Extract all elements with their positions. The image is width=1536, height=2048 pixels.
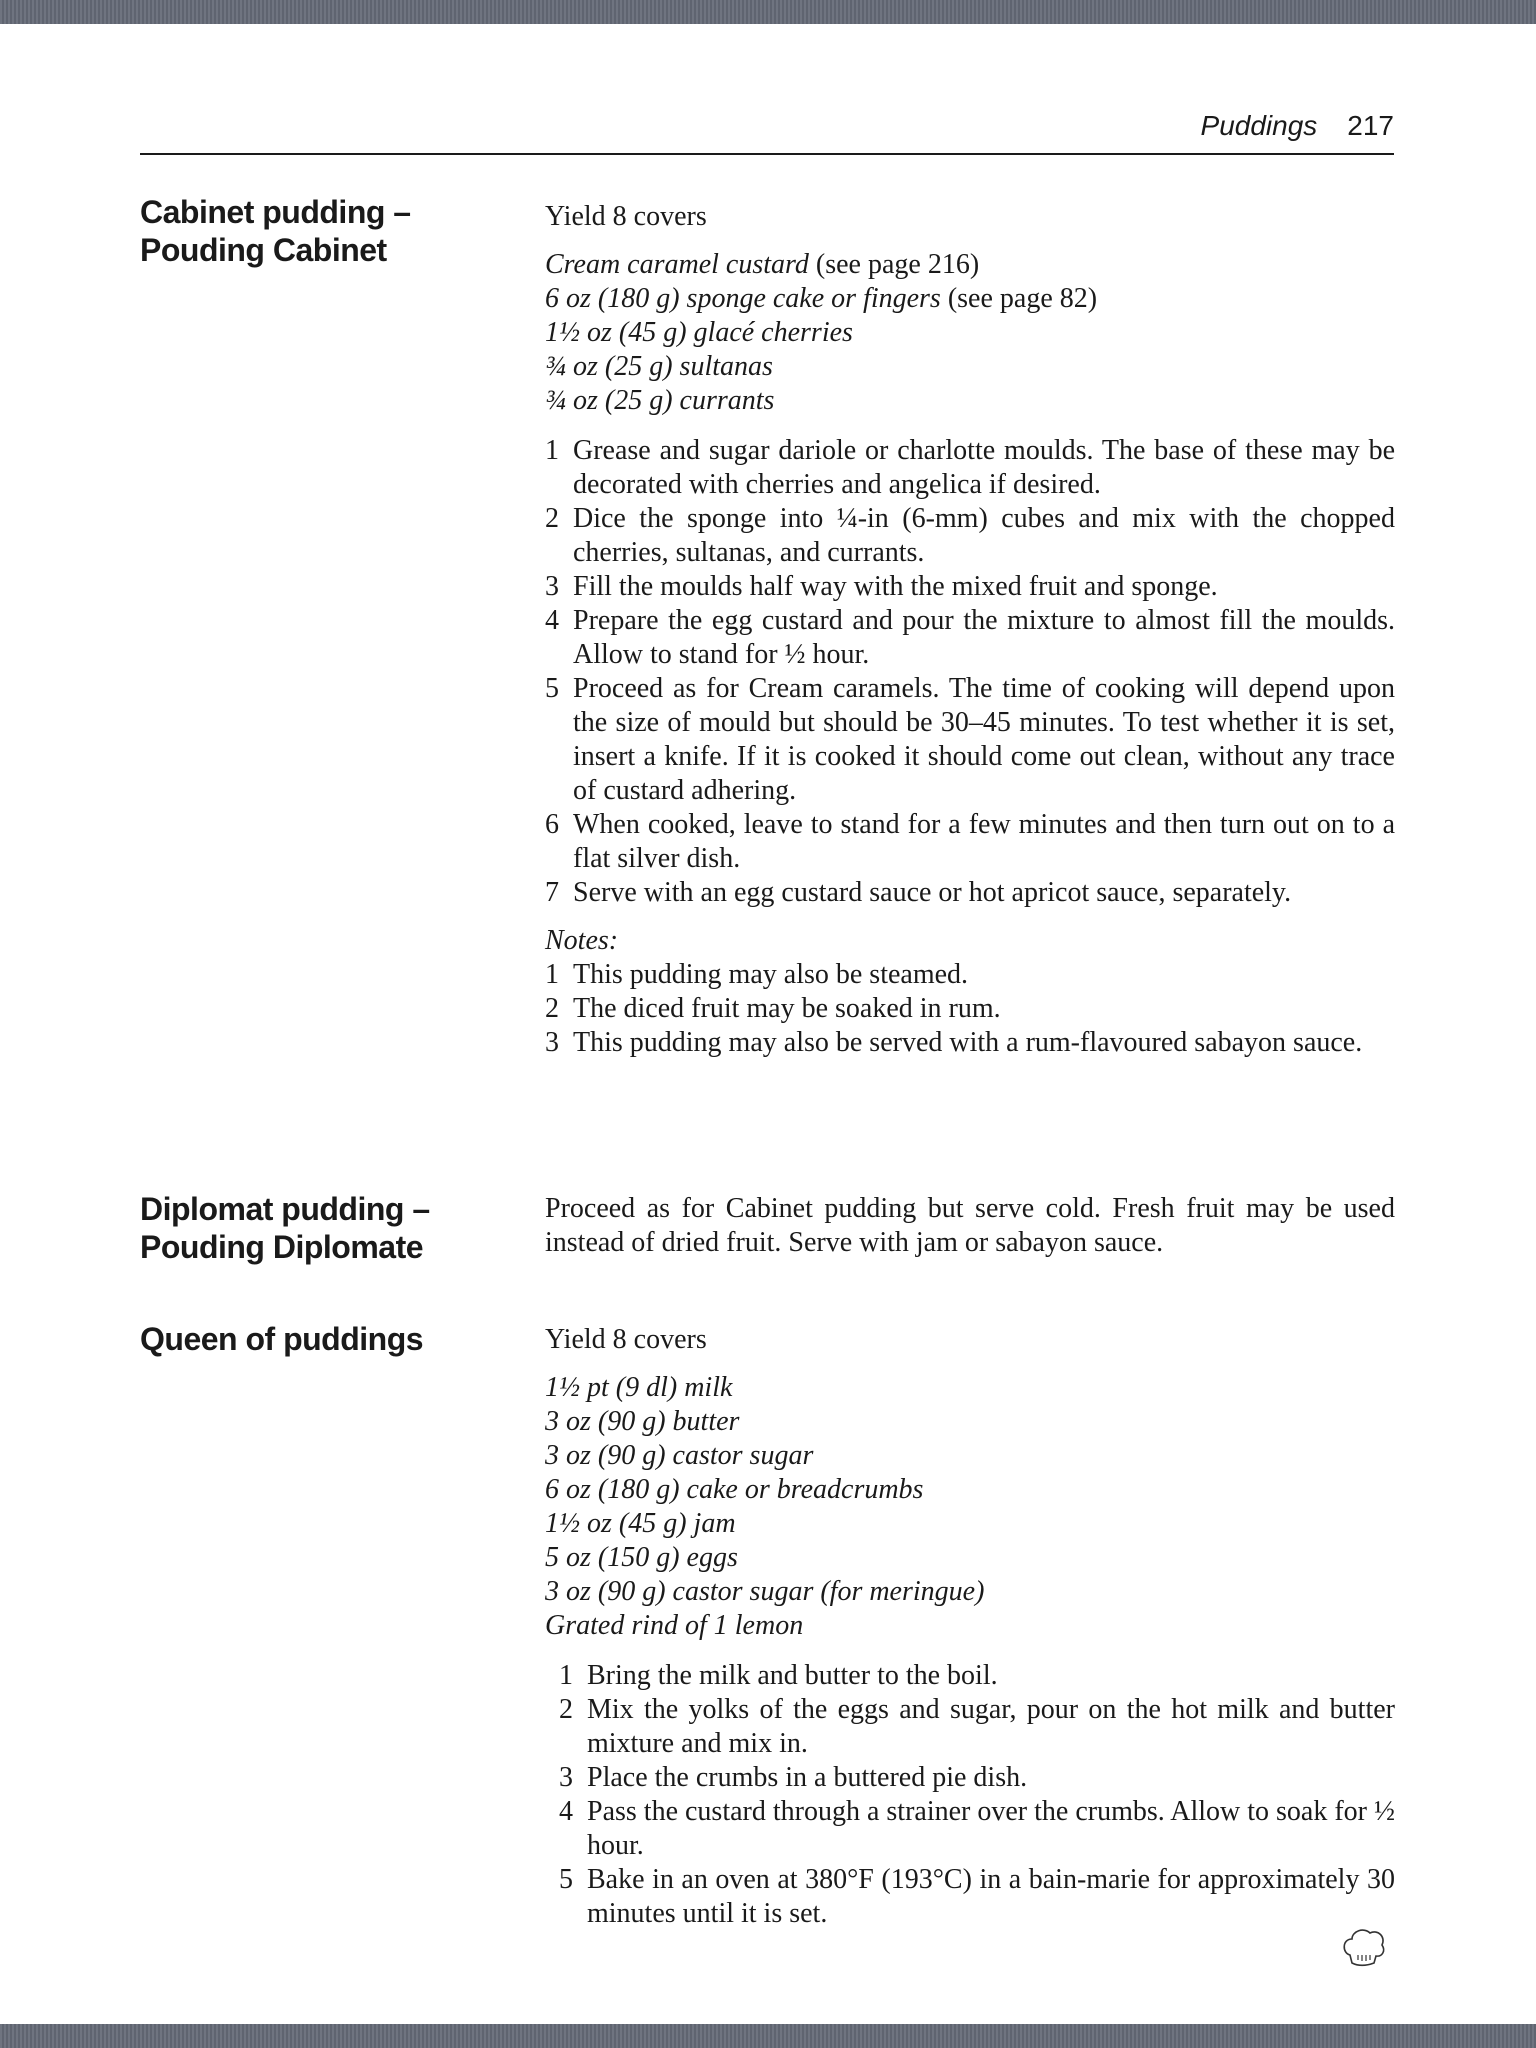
- recipe-title-line: Pouding Diplomate: [140, 1229, 424, 1265]
- notes-list: [545, 958, 1395, 1060]
- method-step: 3 Fill the moulds half way with the mixed fruit and sponge.: [545, 571, 1218, 602]
- method-step: 2 Dice the sponge into ¼-in (6-mm) cubes and mix with the chopped cherries, sultanas, and currants.: [545, 503, 1395, 568]
- ingredient-item: 3 oz (90 g) castor sugar (for meringue): [545, 1576, 985, 1607]
- method-steps: [545, 434, 1395, 910]
- method-step: 1 Bring the milk and butter to the boil.: [559, 1660, 998, 1691]
- ingredient-item: 3 oz (90 g) butter: [545, 1406, 740, 1437]
- method-step: 6 When cooked, leave to stand for a few minutes and then turn out on to a flat silver dish.: [545, 809, 1395, 874]
- viewer-top-bar: [0, 0, 1536, 24]
- ingredient-list: [545, 1371, 1395, 1643]
- ingredient-item: 3 oz (90 g) castor sugar: [545, 1440, 814, 1471]
- method-step: 7 Serve with an egg custard sauce or hot apricot sauce, separately.: [545, 877, 1292, 908]
- ingredient-item: ¾ oz (25 g) sultanas: [545, 351, 773, 382]
- chef-hat-icon: [1340, 1925, 1388, 1969]
- ingredient-item: 6 oz (180 g) cake or breadcrumbs: [545, 1474, 924, 1505]
- method-steps: [545, 1659, 1395, 1931]
- ingredient-item: 1½ pt (9 dl) milk: [545, 1372, 733, 1403]
- yield-text: Yield 8 covers: [545, 1324, 707, 1355]
- recipe-title-line: Pouding Cabinet: [140, 232, 387, 268]
- recipe-title-cabinet: [140, 193, 411, 269]
- note-item: 2 The diced fruit may be soaked in rum.: [545, 993, 1001, 1024]
- note-item: 1 This pudding may also be steamed.: [545, 959, 969, 990]
- yield-text: Yield 8 covers: [545, 201, 707, 232]
- ingredient-reference: (see page 82): [940, 283, 1098, 314]
- header-rule: [140, 153, 1394, 155]
- method-step: 3 Place the crumbs in a buttered pie dish.: [559, 1762, 1028, 1793]
- recipe-title-diplomat: [140, 1190, 430, 1266]
- ingredient-name: 6 oz (180 g) sponge cake or fingers: [545, 283, 941, 314]
- section-title: Puddings: [1200, 110, 1318, 141]
- recipe-title-line: Queen of puddings: [140, 1321, 424, 1357]
- note-item: 3 This pudding may also be served with a rum-flavoured sabayon sauce.: [545, 1027, 1363, 1058]
- method-step: 1 Grease and sugar dariole or charlotte moulds. The base of these may be decorated with cherries and angelica if desired.: [545, 435, 1395, 500]
- method-step: 5 Bake in an oven at 380°F (193°C) in a bain-marie for approximately 30 minutes until it is set.: [559, 1864, 1395, 1929]
- recipe-body-diplomat: [545, 1192, 1395, 1260]
- recipe-title-line: Diplomat pudding –: [140, 1191, 430, 1227]
- ingredient-list: [545, 248, 1395, 418]
- ingredient-item: [545, 248, 1395, 282]
- recipe-body-cabinet: [545, 200, 1395, 1060]
- recipe-body-queen: [545, 1323, 1395, 1945]
- ingredient-item: Grated rind of 1 lemon: [545, 1610, 804, 1641]
- ingredient-item: 5 oz (150 g) eggs: [545, 1542, 738, 1573]
- running-head: [1201, 110, 1394, 142]
- page-number: 217: [1347, 110, 1394, 141]
- ingredient-item: 1½ oz (45 g) jam: [545, 1508, 736, 1539]
- method-step: 4 Pass the custard through a strainer over the crumbs. Allow to soak for ½ hour.: [559, 1796, 1395, 1861]
- ingredient-item: 1½ oz (45 g) glacé cherries: [545, 317, 853, 348]
- ingredient-name: Cream caramel custard: [545, 249, 809, 280]
- notes-label: Notes:: [545, 925, 619, 956]
- recipe-paragraph: Proceed as for Cabinet pudding but serve cold. Fresh fruit may be used instead of dried fruit. Serve with jam or sabayon sauce.: [545, 1193, 1395, 1258]
- method-step: 4 Prepare the egg custard and pour the mixture to almost fill the moulds. Allow to stand for ½ hour.: [545, 605, 1395, 670]
- method-step: 2 Mix the yolks of the eggs and sugar, pour on the hot milk and butter mixture and mix in.: [559, 1694, 1395, 1759]
- ingredient-reference: (see page 216): [808, 249, 980, 280]
- viewer-bottom-bar: [0, 2024, 1536, 2048]
- recipe-title-queen: [140, 1320, 423, 1358]
- recipe-title-line: Cabinet pudding –: [140, 194, 411, 230]
- method-step: 5 Proceed as for Cream caramels. The time of cooking will depend upon the size of mould but should be 30–45 minutes. To test whether it is set, insert a knife. If it is cooked it should come out clean, without any trace of custard adhering.: [545, 673, 1395, 806]
- ingredient-item: ¾ oz (25 g) currants: [545, 385, 775, 416]
- ingredient-item: [545, 282, 1395, 316]
